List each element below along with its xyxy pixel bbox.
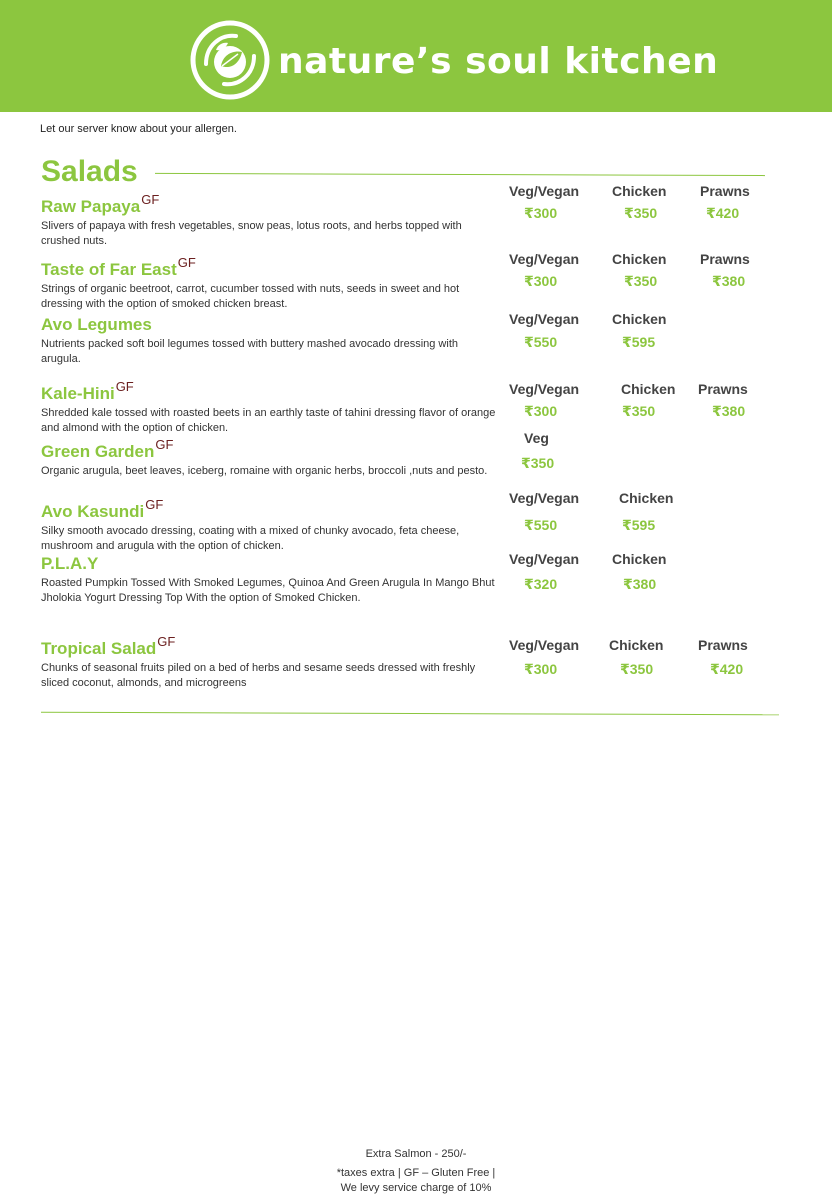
footer-service: We levy service charge of 10%: [340, 1182, 492, 1194]
item-name: [41, 435, 501, 462]
gluten-free-mark: GF: [141, 192, 160, 207]
price-option-label: Veg/Vegan: [509, 183, 580, 199]
price-value: ₹380: [712, 273, 746, 289]
item-name-text: Tropical Salad: [41, 639, 157, 658]
price-value: ₹420: [706, 205, 740, 221]
item-name-text: Kale-Hini: [41, 384, 115, 403]
menu-item: [41, 632, 501, 691]
header-banner: [0, 0, 832, 112]
menu-item: [41, 377, 501, 436]
brand-name: nature’s soul kitchen: [278, 41, 719, 82]
price-option-label: Prawns: [700, 183, 750, 199]
item-description: Shredded kale tossed with roasted beets in an earthly taste of tahini dressing flavor of orange and almond with the option of chicken.: [41, 407, 496, 434]
leaf-circle-logo-icon: [190, 20, 270, 100]
price-value: ₹380: [623, 576, 657, 592]
price-value: ₹595: [622, 517, 656, 533]
price-option-label: Veg/Vegan: [509, 251, 580, 267]
price-value: ₹300: [524, 661, 558, 677]
item-description: Slivers of papaya with fresh vegetables, snow peas, lotus roots, and herbs topped with crushed nuts.: [41, 220, 462, 247]
item-description: Chunks of seasonal fruits piled on a bed of herbs and sesame seeds dressed with freshly sliced coconut, almonds, and microgreens: [41, 662, 476, 689]
item-name: [41, 554, 501, 574]
price-value: ₹595: [622, 334, 656, 350]
price-option-label: Veg/Vegan: [509, 311, 580, 327]
price-value: ₹550: [524, 517, 558, 533]
price-value: ₹550: [524, 334, 558, 350]
price-value: ₹350: [620, 661, 654, 677]
item-name-text: Taste of Far East: [41, 260, 177, 279]
item-name: [41, 495, 501, 522]
item-description: Silky smooth avocado dressing, coating with a mixed of chunky avocado, feta cheese, mushroom and arugula with the option of chicken.: [41, 525, 460, 552]
menu-item: [41, 315, 501, 367]
item-description: Strings of organic beetroot, carrot, cucumber tossed with nuts, seeds in sweet and hot dressing with the option of smoked chicken breast.: [41, 283, 460, 310]
price-value: ₹350: [624, 205, 658, 221]
menu-item: [41, 554, 501, 606]
price-value: ₹300: [524, 403, 558, 419]
price-option-label: Chicken: [612, 551, 667, 567]
price-option-label: Veg/Vegan: [509, 381, 580, 397]
item-name-text: Avo Legumes: [41, 315, 152, 334]
section-top-divider: [155, 173, 765, 176]
item-name: [41, 632, 501, 659]
item-name-text: Raw Papaya: [41, 197, 141, 216]
price-value: ₹350: [622, 403, 656, 419]
price-value: ₹380: [712, 403, 746, 419]
section-title: Salads: [41, 155, 138, 188]
item-name-text: Green Garden: [41, 442, 155, 461]
price-option-label: Chicken: [612, 311, 667, 327]
footer-taxes: *taxes extra | GF – Gluten Free |: [336, 1167, 496, 1179]
item-name: [41, 377, 501, 404]
menu-item: [41, 435, 501, 479]
item-name: [41, 190, 501, 217]
section-bottom-divider: [41, 712, 779, 716]
gluten-free-mark: GF: [177, 255, 196, 270]
price-value: ₹420: [710, 661, 744, 677]
gluten-free-mark: GF: [155, 437, 174, 452]
price-value: ₹350: [624, 273, 658, 289]
price-option-label: Veg/Vegan: [509, 490, 580, 506]
price-option-label: Prawns: [698, 637, 748, 653]
gluten-free-mark: GF: [157, 634, 176, 649]
allergen-note: Let our server know about your allergen.: [40, 123, 237, 135]
item-name-text: P.L.A.Y: [41, 554, 99, 573]
footer-extra: Extra Salmon - 250/-: [365, 1148, 467, 1160]
price-option-label: Veg/Vegan: [509, 637, 580, 653]
item-description: Roasted Pumpkin Tossed With Smoked Legumes, Quinoa And Green Arugula In Mango Bhut Jholokia Yogurt Dressing Top With the option of Smoked Chicken.: [41, 577, 495, 604]
price-option-label: Veg: [524, 430, 549, 446]
gluten-free-mark: GF: [115, 379, 134, 394]
menu-item: [41, 190, 501, 249]
price-option-label: Chicken: [621, 381, 676, 397]
price-option-label: Chicken: [609, 637, 664, 653]
item-description: Nutrients packed soft boil legumes tossed with buttery mashed avocado dressing with arugula.: [41, 338, 458, 365]
gluten-free-mark: GF: [145, 497, 164, 512]
price-value: ₹320: [524, 576, 558, 592]
price-option-label: Chicken: [619, 490, 674, 506]
item-name-text: Avo Kasundi: [41, 502, 145, 521]
menu-item: [41, 253, 501, 312]
price-option-label: Prawns: [698, 381, 748, 397]
price-option-label: Chicken: [612, 183, 667, 199]
menu-item: [41, 495, 501, 554]
price-option-label: Prawns: [700, 251, 750, 267]
price-option-label: Chicken: [612, 251, 667, 267]
item-description: Organic arugula, beet leaves, iceberg, romaine with organic herbs, broccoli ,nuts and pesto.: [41, 465, 488, 477]
price-value: ₹300: [524, 273, 558, 289]
price-value: ₹300: [524, 205, 558, 221]
price-value: ₹350: [521, 455, 555, 471]
item-name: [41, 253, 501, 280]
item-name: [41, 315, 501, 335]
price-option-label: Veg/Vegan: [509, 551, 580, 567]
